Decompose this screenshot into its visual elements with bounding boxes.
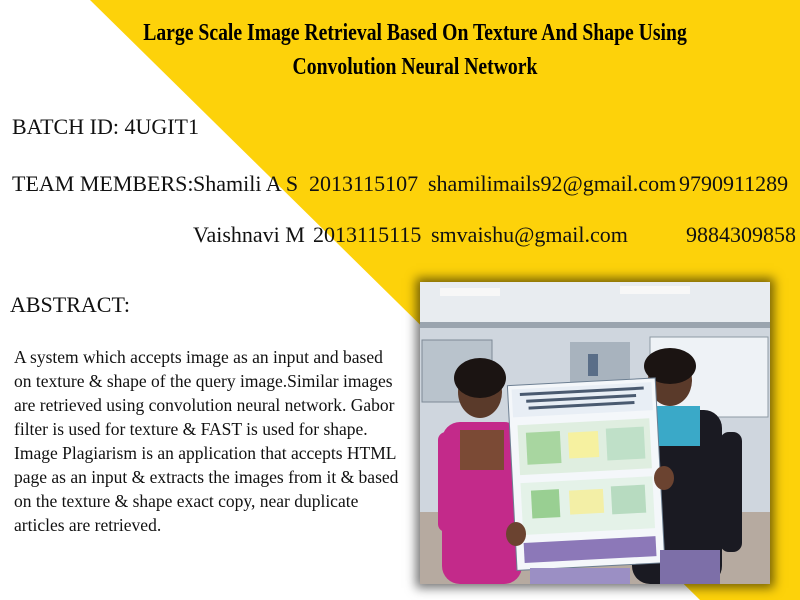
member-2-phone: 9884309858 <box>686 222 796 247</box>
page-title: Large Scale Image Retrieval Based On Texture And Shape Using Convolution Neural Network <box>143 20 687 80</box>
team-photo <box>420 282 770 584</box>
member-2-id: 2013115115 <box>313 222 422 247</box>
member-2-email: smvaishu@gmail.com <box>431 222 628 247</box>
member-1-email: shamilimails92@gmail.com <box>428 171 677 196</box>
abstract-text: A system which accepts image as an input and based on texture & shape of the query image.Similar images are retrieved using convolution neural network. Gabor filter is used for texture & FAST is used for shape. Image Plagiarism is an application that accepts HTML page as an input & extracts the images from it & based on the texture & shape exact copy, near duplicate articles are retrieved. <box>14 347 399 535</box>
member-1-id: 2013115107 <box>309 171 419 196</box>
abstract-heading: ABSTRACT: <box>10 292 130 317</box>
member-1-phone: 9790911289 <box>679 171 789 196</box>
team-members-label: TEAM MEMBERS: <box>12 171 194 196</box>
member-1-name: Shamili A S <box>193 171 299 196</box>
member-2-name: Vaishnavi M <box>193 222 305 247</box>
batch-id: BATCH ID: 4UGIT1 <box>12 114 199 139</box>
